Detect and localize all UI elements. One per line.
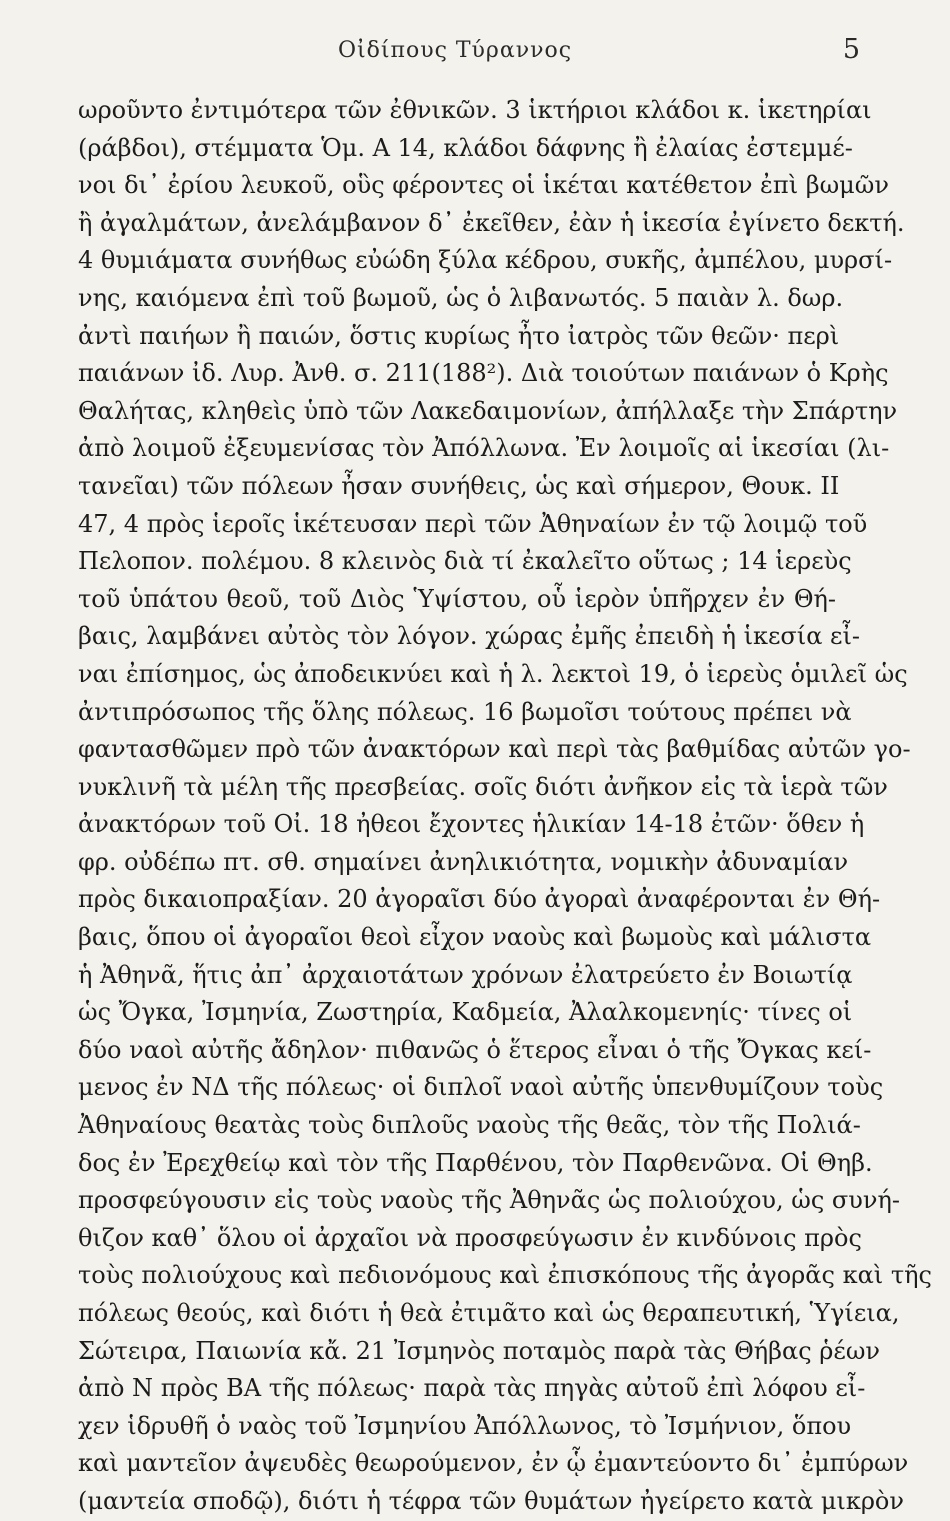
text-line: τανεῖαι) τῶν πόλεων ἦσαν συνήθεις, ὡς καὶ σήμερον, Θουκ. ΙΙ [78, 471, 840, 500]
text-line: χεν ἱδρυθῆ ὁ ναὸς τοῦ Ἰσμηνίου Ἀπόλλωνος, τὸ Ἰσμήνιον, ὅπου [78, 1411, 852, 1440]
text-line: Θαλήτας, κληθεὶς ὑπὸ τῶν Λακεδαιμονίων, ἀπήλλαξε τὴν Σπάρτην [78, 396, 898, 425]
text-line: φρ. οὐδέπω πτ. σθ. σημαίνει ἀνηλικιότητα, νομικὴν ἀδυναμίαν [78, 847, 849, 876]
text-line: ἀνακτόρων τοῦ Οἰ. 18 ἠθεοι ἔχοντες ἡλικίαν 14-18 ἐτῶν· ὅθεν ἡ [78, 810, 865, 839]
text-line: ἀπὸ Ν πρὸς ΒΑ τῆς πόλεως· παρὰ τὰς πηγὰς αὐτοῦ ἐπὶ λόφου εἶ- [78, 1374, 866, 1403]
text-line: νοι δι᾽ ἐρίου λευκοῦ, οὓς φέροντες οἱ ἱκέται κατέθετον ἐπὶ βωμῶν [78, 171, 889, 200]
text-line: ναι ἐπίσημος, ὡς ἀποδεικνύει καὶ ἡ λ. λεκτοὶ 19, ὁ ἱερεὺς ὁμιλεῖ ὡς [78, 659, 908, 688]
text-line: θιζον καθ᾽ ὅλου οἱ ἀρχαῖοι νὰ προσφεύγωσιν ἐν κινδύνοις πρὸς [78, 1223, 862, 1252]
text-line: ὡς Ὄγκα, Ἰσμηνία, Ζωστηρία, Καδμεία, Ἀλαλκομενηίς· τίνες οἱ [78, 998, 853, 1027]
text-line: Σώτειρα, Παιωνία κἄ. 21 Ἰσμηνὸς ποταμὸς παρὰ τὰς Θήβας ῥέων [78, 1336, 881, 1365]
commentary-text [78, 92, 932, 1521]
text-line: δος ἐν Ἐρεχθείῳ καὶ τὸν τῆς Παρθένου, τὸν Παρθενῶνα. Οἱ Θηβ. [78, 1148, 873, 1177]
text-line: 47, 4 πρὸς ἱεροῖς ἱκέτευσαν περὶ τῶν Ἀθηναίων ἐν τῷ λοιμῷ τοῦ [78, 509, 868, 538]
page-header [70, 34, 860, 74]
text-line: βαις, ὅπου οἱ ἀγοραῖοι θεοὶ εἶχον ναοὺς καὶ βωμοὺς καὶ μάλιστα [78, 923, 872, 952]
text-line: ἀπὸ λοιμοῦ ἐξευμενίσας τὸν Ἀπόλλωνα. Ἐν λοιμοῖς αἱ ἱκεσίαι (λι- [78, 434, 890, 463]
text-line: τοὺς πολιούχους καὶ πεδιονόμους καὶ ἐπισκόπους τῆς ἀγορᾶς καὶ τῆς [78, 1261, 932, 1290]
text-line: νυκλινῆ τὰ μέλη τῆς πρεσβείας. σοῖς διότι ἀνῆκον εἰς τὰ ἱερὰ τῶν [78, 772, 888, 801]
text-line: δύο ναοὶ αὐτῆς ἄδηλον· πιθανῶς ὁ ἕτερος εἶναι ὁ τῆς Ὄγκας κεί- [78, 1035, 872, 1064]
text-line: μενος ἐν ΝΔ τῆς πόλεως· οἱ διπλοῖ ναοὶ αὐτῆς ὑπενθυμίζουν τοὺς [78, 1073, 884, 1102]
text-line: προσφεύγουσιν εἰς τοὺς ναοὺς τῆς Ἀθηνᾶς ὡς πολιούχου, ὡς συνή- [78, 1186, 900, 1215]
text-line: νης, καιόμενα ἐπὶ τοῦ βωμοῦ, ὡς ὁ λιβανωτός. 5 παιὰν λ. δωρ. [78, 283, 844, 312]
text-line: φαντασθῶμεν πρὸ τῶν ἀνακτόρων καὶ περὶ τὰς βαθμίδας αὐτῶν γο- [78, 735, 911, 764]
text-line: ωροῦντο ἐντιμότερα τῶν ἐθνικῶν. 3 ἱκτήριοι κλάδοι κ. ἱκετηρίαι [78, 96, 872, 124]
text-line: 4 θυμιάματα συνήθως εὐώδη ξύλα κέδρου, συκῆς, ἀμπέλου, μυρσί- [78, 246, 893, 275]
text-line: ἡ Ἀθηνᾶ, ἥτις ἀπ᾽ ἀρχαιοτάτων χρόνων ἐλατρεύετο ἐν Βοιωτίᾳ [78, 960, 853, 989]
page-number: 5 [842, 34, 860, 65]
text-line: ἢ ἀγαλμάτων, ἀνελάμβανον δ᾽ ἐκεῖθεν, ἐὰν ἡ ἱκεσία ἐγίνετο δεκτή. [78, 208, 905, 237]
text-line: πρὸς δικαιοπραξίαν. 20 ἀγοραῖσι δύο ἀγοραὶ ἀναφέρονται ἐν Θή- [78, 885, 881, 914]
text-line: καὶ μαντεῖον ἀψευδὲς θεωρούμενον, ἐν ᾧ ἐμαντεύοντο δι᾽ ἐμπύρων [78, 1449, 909, 1478]
text-line: πόλεως θεούς, καὶ διότι ἡ θεὰ ἐτιμᾶτο καὶ ὡς θεραπευτική, Ὑγίεια, [78, 1299, 900, 1327]
text-line: Πελοπον. πολέμου. 8 κλεινὸς διὰ τί ἐκαλεῖτο οὕτως ; 14 ἱερεὺς [78, 547, 852, 576]
text-line: ἀντὶ παιήων ἢ παιών, ὅστις κυρίως ἦτο ἰατρὸς τῶν θεῶν· περὶ [78, 321, 840, 350]
running-title: Οἰδίπους Τύραννος [337, 38, 573, 63]
text-line: Ἀθηναίους θεατὰς τοὺς διπλοῦς ναοὺς τῆς θεᾶς, τὸν τῆς Πολιά- [78, 1111, 861, 1140]
text-line: (μαντεία σποδῷ), διότι ἡ τέφρα τῶν θυμάτων ἠγείρετο κατὰ μικρὸν [78, 1486, 904, 1515]
text-line: τοῦ ὑπάτου θεοῦ, τοῦ Διὸς Ὑψίστου, οὗ ἱερὸν ὑπῆρχεν ἐν Θή- [78, 584, 836, 613]
text-line: ἀντιπρόσωπος τῆς ὅλης πόλεως. 16 βωμοῖσι τούτους πρέπει νὰ [78, 697, 852, 726]
text-line: παιάνων ἰδ. Λυρ. Ἀνθ. σ. 211(188²). Διὰ τοιούτων παιάνων ὁ Κρὴς [78, 359, 889, 388]
text-line: (ράβδοι), στέμματα Ὁμ. Α 14, κλάδοι δάφνης ἢ ἐλαίας ἐστεμμέ- [78, 133, 853, 162]
text-line: βαις, λαμβάνει αὐτὸς τὸν λόγον. χώρας ἐμῆς ἐπειδὴ ἡ ἱκεσία εἶ- [78, 622, 861, 651]
